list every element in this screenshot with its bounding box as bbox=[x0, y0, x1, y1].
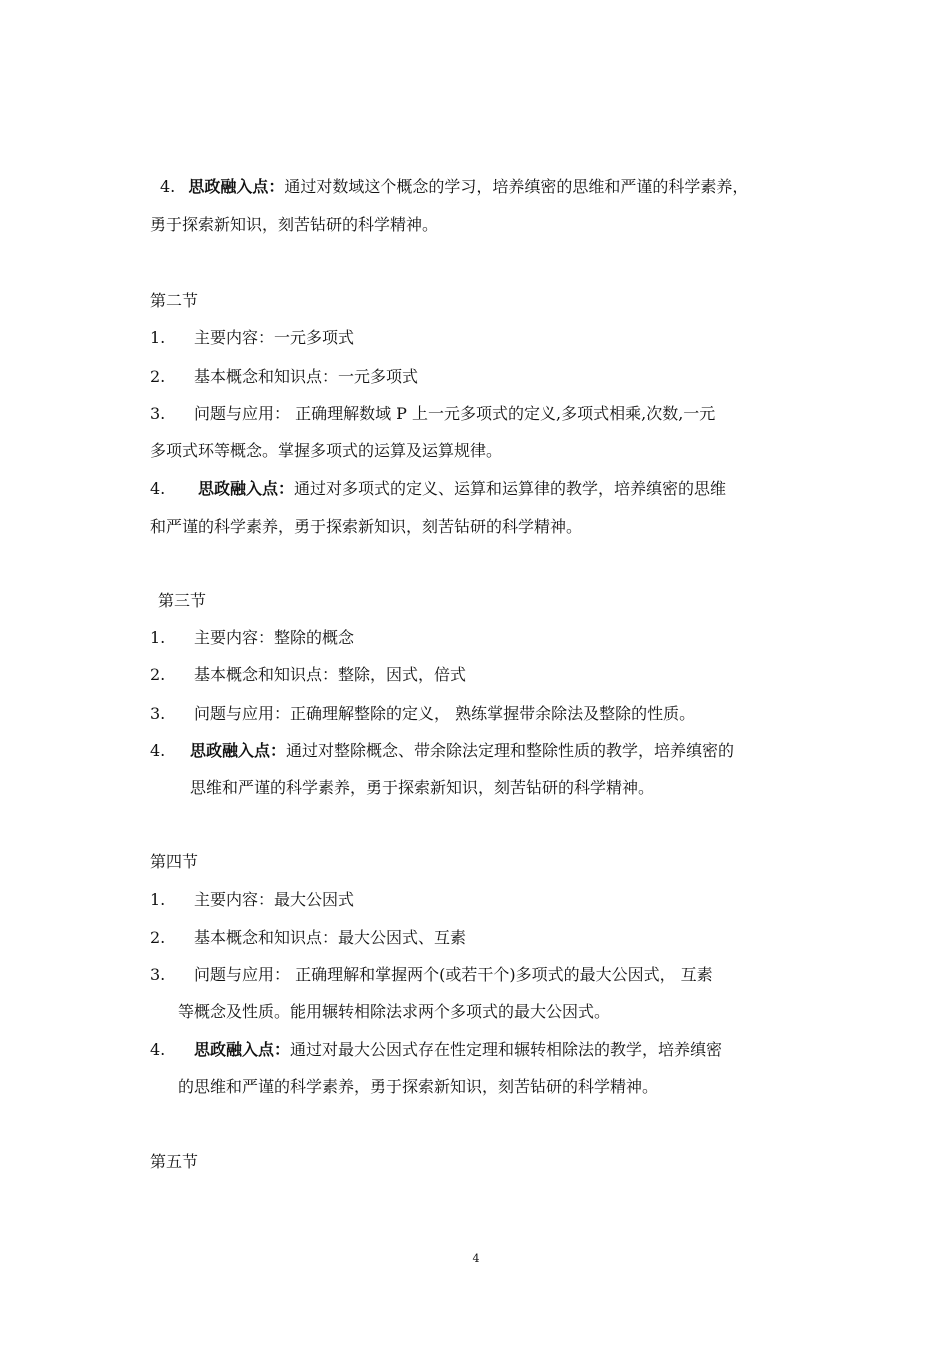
section2-item1 bbox=[150, 327, 354, 349]
section2-item2 bbox=[150, 366, 418, 388]
section4-item2-number: 2. bbox=[150, 928, 166, 947]
intro-item4-text-line2: 勇于探索新知识，刻苦钻研的科学精神。 bbox=[150, 215, 439, 234]
section4-item2-text: 基本概念和知识点：最大公因式、互素 bbox=[194, 928, 467, 947]
section4-item4-number: 4. bbox=[150, 1040, 166, 1059]
intro-item4-label: 思政融入点： bbox=[188, 177, 285, 196]
section3-item1 bbox=[150, 627, 354, 649]
section3-item4-line1 bbox=[150, 740, 734, 762]
section2-item1-text: 主要内容：一元多项式 bbox=[194, 328, 355, 347]
section3-item1-number: 1. bbox=[150, 628, 166, 647]
section4-item1 bbox=[150, 889, 354, 911]
section3-item2-text: 基本概念和知识点：整除，因式，倍式 bbox=[194, 665, 467, 684]
intro-item4-number: 4. bbox=[160, 177, 176, 196]
section4-item3-text-line1: 问题与应用： 正确理解和掌握两个(或若干个)多项式的最大公因式， 互素 bbox=[194, 965, 713, 984]
section4-item3-text-line2: 等概念及性质。能用辗转相除法求两个多项式的最大公因式。 bbox=[178, 1002, 611, 1021]
section2-item3-number: 3. bbox=[150, 404, 166, 423]
section2-item3-text-line1: 问题与应用： 正确理解数域 P 上一元多项式的定义,多项式相乘,次数,一元 bbox=[194, 404, 716, 423]
section3-item3-number: 3. bbox=[150, 704, 166, 723]
section2-item4-text-line2: 和严谨的科学素养，勇于探索新知识，刻苦钻研的科学精神。 bbox=[150, 517, 583, 536]
section4-item4-line1 bbox=[150, 1039, 722, 1061]
section2-item1-number: 1. bbox=[150, 328, 166, 347]
section3-heading: 第三节 bbox=[158, 591, 207, 610]
section4-item3-line1 bbox=[150, 964, 713, 986]
section3-item4-label: 思政融入点： bbox=[190, 741, 287, 760]
section3-item2-number: 2. bbox=[150, 665, 166, 684]
section4-item4-text-line2: 的思维和严谨的科学素养，勇于探索新知识，刻苦钻研的科学精神。 bbox=[178, 1077, 659, 1096]
section3-item1-text: 主要内容：整除的概念 bbox=[194, 628, 355, 647]
section3-item2 bbox=[150, 664, 466, 686]
section2-item2-number: 2. bbox=[150, 367, 166, 386]
section2-item4-line1 bbox=[150, 478, 726, 500]
section4-heading: 第四节 bbox=[150, 852, 199, 871]
page-number: 4 bbox=[472, 1252, 480, 1265]
section2-item4-number: 4. bbox=[150, 479, 166, 498]
section2-item2-text: 基本概念和知识点：一元多项式 bbox=[194, 367, 419, 386]
section3-item4-text-line2: 思维和严谨的科学素养，勇于探索新知识，刻苦钻研的科学精神。 bbox=[190, 778, 655, 797]
section2-item4-label: 思政融入点： bbox=[198, 479, 295, 498]
section4-item1-text: 主要内容：最大公因式 bbox=[194, 890, 355, 909]
section4-item2 bbox=[150, 927, 466, 949]
section4-item1-number: 1. bbox=[150, 890, 166, 909]
section4-item3-number: 3. bbox=[150, 965, 166, 984]
intro-item4-line1 bbox=[160, 176, 748, 198]
section5-heading: 第五节 bbox=[150, 1152, 199, 1171]
section2-item4-text-line1: 通过对多项式的定义、运算和运算律的教学，培养缜密的思维 bbox=[294, 479, 727, 498]
section3-item3-text: 问题与应用：正确理解整除的定义， 熟练掌握带余除法及整除的性质。 bbox=[194, 704, 696, 723]
section2-item3-text-line2: 多项式环等概念。掌握多项式的运算及运算规律。 bbox=[150, 441, 503, 460]
section3-item4-number: 4. bbox=[150, 741, 166, 760]
intro-item4-text-line1: 通过对数域这个概念的学习，培养缜密的思维和严谨的科学素养， bbox=[284, 177, 749, 196]
section3-item4-text-line1: 通过对整除概念、带余除法定理和整除性质的教学，培养缜密的 bbox=[286, 741, 735, 760]
section2-heading: 第二节 bbox=[150, 291, 199, 310]
section4-item4-text-line1: 通过对最大公因式存在性定理和辗转相除法的教学，培养缜密 bbox=[290, 1040, 723, 1059]
section2-item3-line1 bbox=[150, 403, 715, 425]
section3-item3 bbox=[150, 703, 695, 725]
section4-item4-label: 思政融入点： bbox=[194, 1040, 291, 1059]
